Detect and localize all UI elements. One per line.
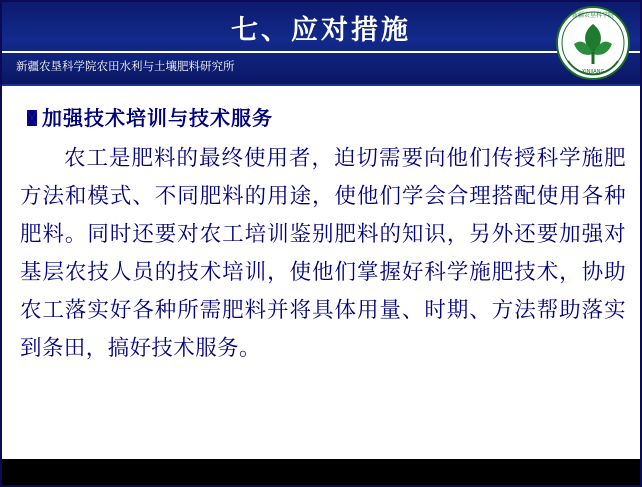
- slide-header: [2, 2, 640, 86]
- bullet-heading-row: [24, 102, 273, 131]
- footer-bar: [2, 459, 640, 485]
- institute-emblem-icon: [554, 4, 632, 82]
- svg-text:XINJIANG: XINJIANG: [581, 69, 605, 75]
- bullet-heading: 加强技术培训与技术服务: [42, 106, 273, 130]
- body-paragraph: 农工是肥料的最终使用者，迫切需要向他们传授科学施肥方法和模式、不同肥料的用途，使他们学会合理搭配使用各种肥料。同时还要对农工培训鉴别肥料的知识，另外还要加强对基层农技人员的技术培训，使他们掌握好科学施肥技术，协助农工落实好各种所需肥料并将具体用量、时期、方法帮助落实到条田，搞好技术服务。: [20, 146, 626, 361]
- diamond-bullet-icon: [27, 110, 37, 126]
- slide-body: [2, 86, 640, 487]
- institute-name: 新疆农垦科学院农田水利与土壤肥料研究所: [16, 59, 235, 73]
- header-divider: [2, 51, 640, 53]
- page-title: 七、应对措施: [231, 15, 411, 46]
- svg-text:新疆农垦科学院: 新疆农垦科学院: [571, 12, 615, 19]
